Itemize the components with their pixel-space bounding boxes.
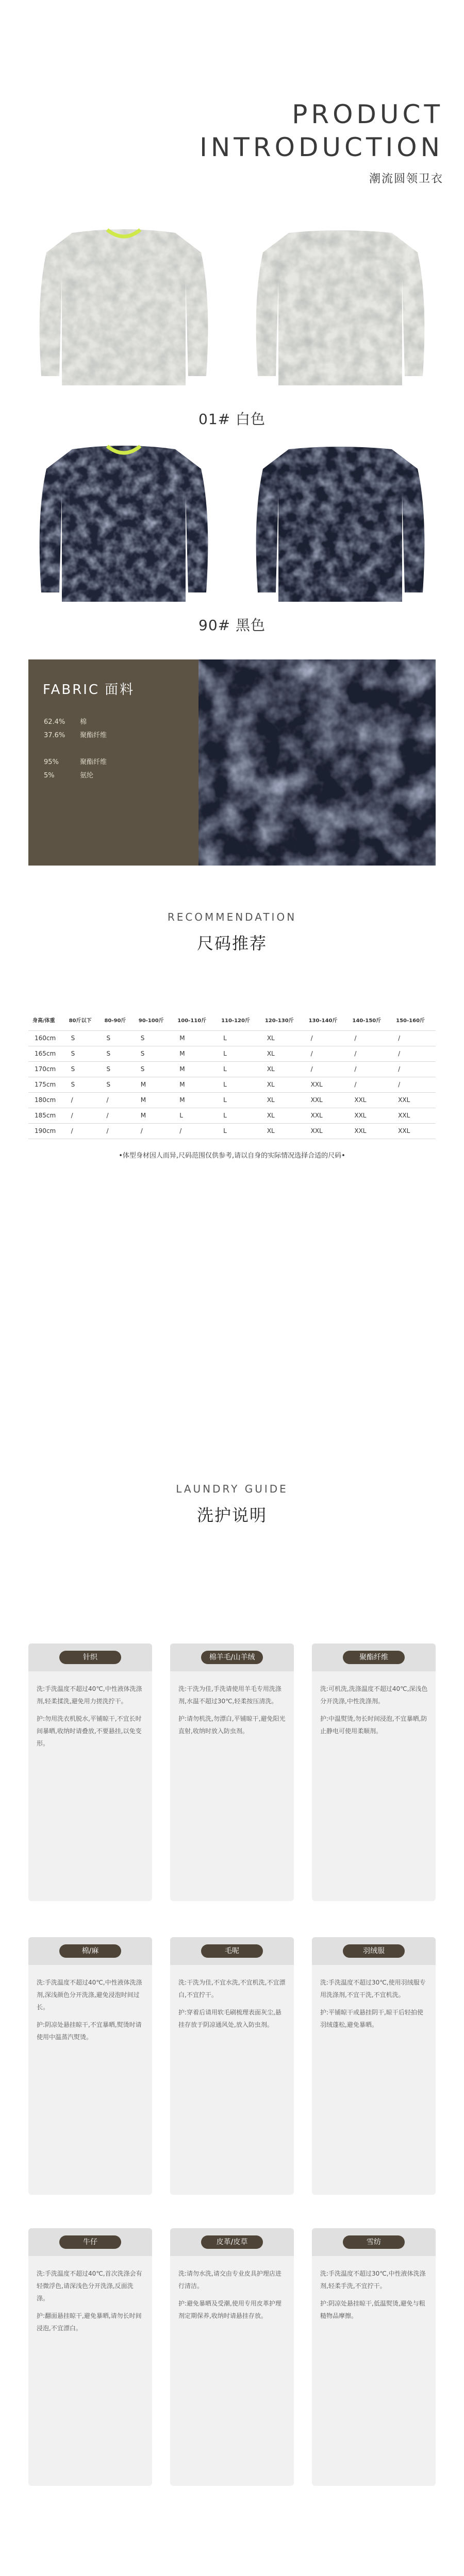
size-table-cell: XXL [392, 1092, 436, 1108]
size-table-cell: 170cm [28, 1061, 65, 1077]
laundry-card-body [178, 1976, 287, 2036]
laundry-card-body [178, 1683, 287, 1742]
laundry-card-header [170, 1643, 294, 1671]
black-variant-label: 90# 黑色 [198, 617, 266, 634]
laundry-card-text: 洗:手洗温度不超过40℃,中性液体洗涤剂,轻柔揉洗,避免用力搓洗拧干。 [37, 1685, 142, 1705]
laundry-card [170, 1643, 294, 1901]
size-table-cell: L [217, 1108, 261, 1123]
fabric-row [44, 770, 116, 779]
size-table-cell: M [135, 1108, 174, 1123]
laundry-card-tag: 聚酯纤维 [343, 1651, 405, 1664]
size-table-cell: XL [261, 1092, 305, 1108]
laundry-card [312, 1937, 436, 2195]
size-table-cell: S [100, 1046, 134, 1061]
laundry-card-text: 洗:手洗温度不超过40℃,中性液体洗涤剂,深浅颜色分开洗涤,避免浸泡时间过长。 [37, 1979, 142, 2011]
size-table-cell: L [217, 1030, 261, 1046]
size-table-cell: S [100, 1061, 134, 1077]
size-table-header: 90-100斤 [138, 1018, 164, 1024]
size-table-cell: / [135, 1123, 174, 1139]
size-table-cell: / [65, 1092, 101, 1108]
size-table-cell: / [392, 1030, 436, 1046]
product-subtitle: 潮流圆领卫衣 [369, 173, 443, 185]
size-table-cell: XXL [348, 1123, 392, 1139]
size-table-cell: 185cm [28, 1108, 65, 1123]
fabric-closeup-image [198, 659, 436, 866]
white-sweatshirt-back-image [247, 222, 433, 392]
size-table-row [28, 1061, 436, 1077]
size-table-cell: 180cm [28, 1092, 65, 1108]
laundry-card-text: 护:平铺晾干或悬挂阴干,晾干后轻拍使羽绒蓬松,避免暴晒。 [320, 2009, 423, 2028]
fabric-row [44, 716, 116, 726]
size-table-cell: / [100, 1123, 134, 1139]
laundry-card-text: 护:翻面悬挂晾干,避免暴晒,请勿长时间浸泡,不宜漂白。 [37, 2312, 142, 2332]
size-table-cell: XXL [305, 1123, 349, 1139]
size-table-row [28, 1077, 436, 1092]
size-table-cell: XXL [348, 1108, 392, 1123]
fabric-pct: 95% [44, 758, 59, 766]
laundry-card [28, 1937, 152, 2195]
size-table-cell: XL [261, 1108, 305, 1123]
size-table-cell: / [348, 1061, 392, 1077]
size-table-cell: S [135, 1061, 174, 1077]
laundry-title-cn: 洗护说明 [196, 1505, 267, 1525]
size-table-row [28, 1123, 436, 1139]
size-table-cell: L [173, 1108, 217, 1123]
size-table-cell: XL [261, 1123, 305, 1139]
laundry-card-tag: 皮革/皮草 [201, 2235, 263, 2249]
size-table-cell: XXL [392, 1123, 436, 1139]
fabric-title [43, 679, 135, 698]
laundry-card-text: 护:阴凉处悬挂晾干,不宜暴晒,熨烫时请使用中温蒸汽熨烫。 [37, 2021, 142, 2041]
size-table-cell: / [392, 1061, 436, 1077]
size-table-cell: / [348, 1077, 392, 1092]
size-table-cell: M [173, 1092, 217, 1108]
size-table-cell: XL [261, 1061, 305, 1077]
black-sweatshirt-front-image [31, 438, 217, 608]
title-line-1: PRODUCT [292, 99, 443, 129]
fabric-info-panel [28, 659, 198, 866]
size-table-cell: XL [261, 1030, 305, 1046]
size-table-header: 80斤以下 [69, 1018, 92, 1024]
laundry-card-body [320, 2267, 428, 2327]
fabric-pct: 62.4% [44, 718, 65, 726]
white-variant-label: 01# 白色 [198, 411, 266, 428]
laundry-card [170, 1937, 294, 2195]
size-table-cell: / [348, 1046, 392, 1061]
size-table-cell: L [217, 1077, 261, 1092]
size-table-cell: S [65, 1030, 101, 1046]
laundry-card-tag: 羽绒服 [343, 1944, 405, 1958]
size-table-cell: / [100, 1108, 134, 1123]
size-table-cell: S [100, 1030, 134, 1046]
laundry-card-text: 护:勿用洗衣机脱水,平铺晾干,不宜长时间暴晒,收纳时请叠放,不要悬挂,以免变形。 [37, 1715, 142, 1747]
white-sweatshirt-front-image [31, 222, 217, 392]
size-table-cell: / [392, 1077, 436, 1092]
size-table-cell: / [305, 1061, 349, 1077]
laundry-card-header [312, 1643, 436, 1671]
laundry-card-header [170, 1937, 294, 1965]
laundry-title-en: LAUNDRY GUIDE [176, 1483, 288, 1495]
laundry-card-header [28, 1643, 152, 1671]
size-table-header: 130-140斤 [308, 1018, 338, 1024]
size-table-cell: S [65, 1077, 101, 1092]
size-table-cell: / [173, 1123, 217, 1139]
size-table-cell: 165cm [28, 1046, 65, 1061]
size-table-cell: L [217, 1046, 261, 1061]
laundry-card-tag: 棉羊毛/山羊绒 [201, 1651, 263, 1664]
laundry-card-header [312, 1937, 436, 1965]
fabric-name: 聚酯纤维 [80, 758, 107, 766]
laundry-card-tag: 毛呢 [201, 1944, 263, 1958]
size-table-cell: XXL [305, 1077, 349, 1092]
size-table-cell: XL [261, 1046, 305, 1061]
size-table-cell: / [65, 1123, 101, 1139]
size-table-cell: 160cm [28, 1030, 65, 1046]
size-table-cell: S [65, 1046, 101, 1061]
size-table-cell: / [392, 1046, 436, 1061]
laundry-card-header [28, 2228, 152, 2256]
laundry-card [312, 2228, 436, 2486]
size-table-header: 110-120斤 [221, 1018, 250, 1024]
size-table-cell: L [217, 1092, 261, 1108]
laundry-card [28, 1643, 152, 1901]
laundry-card-header [28, 1937, 152, 1965]
recommendation-title-en: RECOMMENDATION [167, 911, 297, 923]
laundry-card-text: 护:请勿机洗,勿漂白,平铺晾干,避免阳光直射,收纳时放入防虫剂。 [178, 1715, 286, 1735]
product-intro-title [200, 98, 443, 164]
laundry-card [170, 2228, 294, 2486]
size-table-cell: / [65, 1108, 101, 1123]
laundry-card-text: 洗:手洗温度不超过40℃,首次洗涤会有轻微浮色,请深浅色分开洗涤,反面洗涤。 [37, 2270, 142, 2302]
size-table-cell: S [135, 1046, 174, 1061]
size-table-cell: 175cm [28, 1077, 65, 1092]
size-table-cell: M [173, 1030, 217, 1046]
laundry-card-body [37, 2267, 145, 2340]
size-note: •体型身材因人而异,尺码范围仅供参考,请以自身的实际情况选择合适的尺码• [119, 1152, 345, 1160]
size-table-cell: M [173, 1046, 217, 1061]
laundry-card-tag: 棉/麻 [59, 1944, 121, 1958]
laundry-card-text: 洗:手洗温度不超过30℃,中性液体洗涤剂,轻柔手洗,不宜拧干。 [320, 2270, 426, 2290]
fabric-pct: 37.6% [44, 732, 65, 739]
size-table-cell: XXL [392, 1108, 436, 1123]
size-table-cell: M [135, 1092, 174, 1108]
size-table-cell: XXL [305, 1092, 349, 1108]
laundry-card-body [320, 1683, 428, 1742]
laundry-card-text: 护:阴凉处悬挂晾干,低温熨烫,避免与粗糙物品摩擦。 [320, 2300, 425, 2319]
size-table [28, 1010, 436, 1139]
size-table-row [28, 1108, 436, 1123]
fabric-title-en: FABRIC [43, 682, 100, 698]
laundry-card-text: 护:避免暴晒及受潮,使用专用皮革护理剂定期保养,收纳时请悬挂存放。 [178, 2300, 281, 2319]
fabric-name: 聚酯纤维 [80, 732, 107, 739]
size-table-cell: / [100, 1092, 134, 1108]
size-table-header: 150-160斤 [396, 1018, 425, 1024]
size-table-cell: S [100, 1077, 134, 1092]
size-table-cell: M [135, 1077, 174, 1092]
size-table-header: 100-110斤 [177, 1018, 207, 1024]
size-table-row [28, 1030, 436, 1046]
laundry-card-text: 洗:干洗为佳,手洗请使用羊毛专用洗涤剂,水温不超过30℃,轻柔按压清洗。 [178, 1685, 281, 1705]
laundry-card-tag: 针织 [59, 1651, 121, 1664]
laundry-card-text: 护:穿着后请用软毛刷梳理表面灰尘,悬挂存放于阴凉通风处,放入防虫剂。 [178, 2009, 281, 2028]
black-sweatshirt-back-image [247, 438, 433, 608]
size-table-cell: M [173, 1077, 217, 1092]
size-table-cell: XXL [348, 1092, 392, 1108]
fabric-title-cn: 面料 [105, 682, 135, 698]
fabric-pct: 5% [44, 772, 55, 779]
fabric-name: 棉 [80, 718, 87, 726]
size-table-header: 身高/体重 [32, 1018, 55, 1024]
size-table-cell: S [65, 1061, 101, 1077]
size-table-cell: / [348, 1030, 392, 1046]
laundry-card-text: 洗:干洗为佳,不宜水洗,不宜机洗,不宜漂白,不宜拧干。 [178, 1979, 286, 1998]
size-table-header: 80-90斤 [104, 1018, 126, 1024]
size-table-row [28, 1092, 436, 1108]
size-table-header: 120-130斤 [264, 1018, 294, 1024]
size-table-cell: / [305, 1030, 349, 1046]
laundry-card [28, 2228, 152, 2486]
size-table-cell: / [305, 1046, 349, 1061]
laundry-card-body [320, 1976, 428, 2036]
laundry-card-text: 护:中温熨烫,勿长时间浸泡,不宜暴晒,防止静电可使用柔顺剂。 [320, 1715, 427, 1735]
size-table-cell: XXL [305, 1108, 349, 1123]
fabric-name: 氨纶 [80, 772, 94, 779]
laundry-card-text: 洗:可机洗,洗涤温度不超过40℃,深浅色分开洗涤,中性洗涤剂。 [320, 1685, 428, 1705]
laundry-card [312, 1643, 436, 1901]
fabric-row [44, 730, 116, 739]
laundry-card-body [178, 2267, 287, 2327]
size-table-row [28, 1046, 436, 1061]
size-table-header: 140-150斤 [352, 1018, 382, 1024]
title-line-2: INTRODUCTION [200, 132, 443, 162]
size-table-header-row [28, 1010, 436, 1030]
laundry-card-tag: 牛仔 [59, 2235, 121, 2249]
laundry-card-header [170, 2228, 294, 2256]
recommendation-title-cn: 尺码推荐 [196, 934, 267, 953]
size-table-cell: L [217, 1061, 261, 1077]
laundry-card-tag: 雪纺 [343, 2235, 405, 2249]
size-table-cell: XL [261, 1077, 305, 1092]
size-table-cell: S [135, 1030, 174, 1046]
size-table-cell: L [217, 1123, 261, 1139]
laundry-card-body [37, 1976, 145, 2048]
laundry-card-header [312, 2228, 436, 2256]
laundry-card-text: 洗:请勿水洗,请交由专业皮具护理店进行清洁。 [178, 2270, 281, 2290]
size-table-cell: 190cm [28, 1123, 65, 1139]
fabric-row [44, 756, 116, 766]
laundry-card-text: 洗:手洗温度不超过30℃,使用羽绒服专用洗涤剂,不宜干洗,不宜机洗。 [320, 1979, 426, 1998]
size-table-cell: M [173, 1061, 217, 1077]
laundry-card-body [37, 1683, 145, 1755]
